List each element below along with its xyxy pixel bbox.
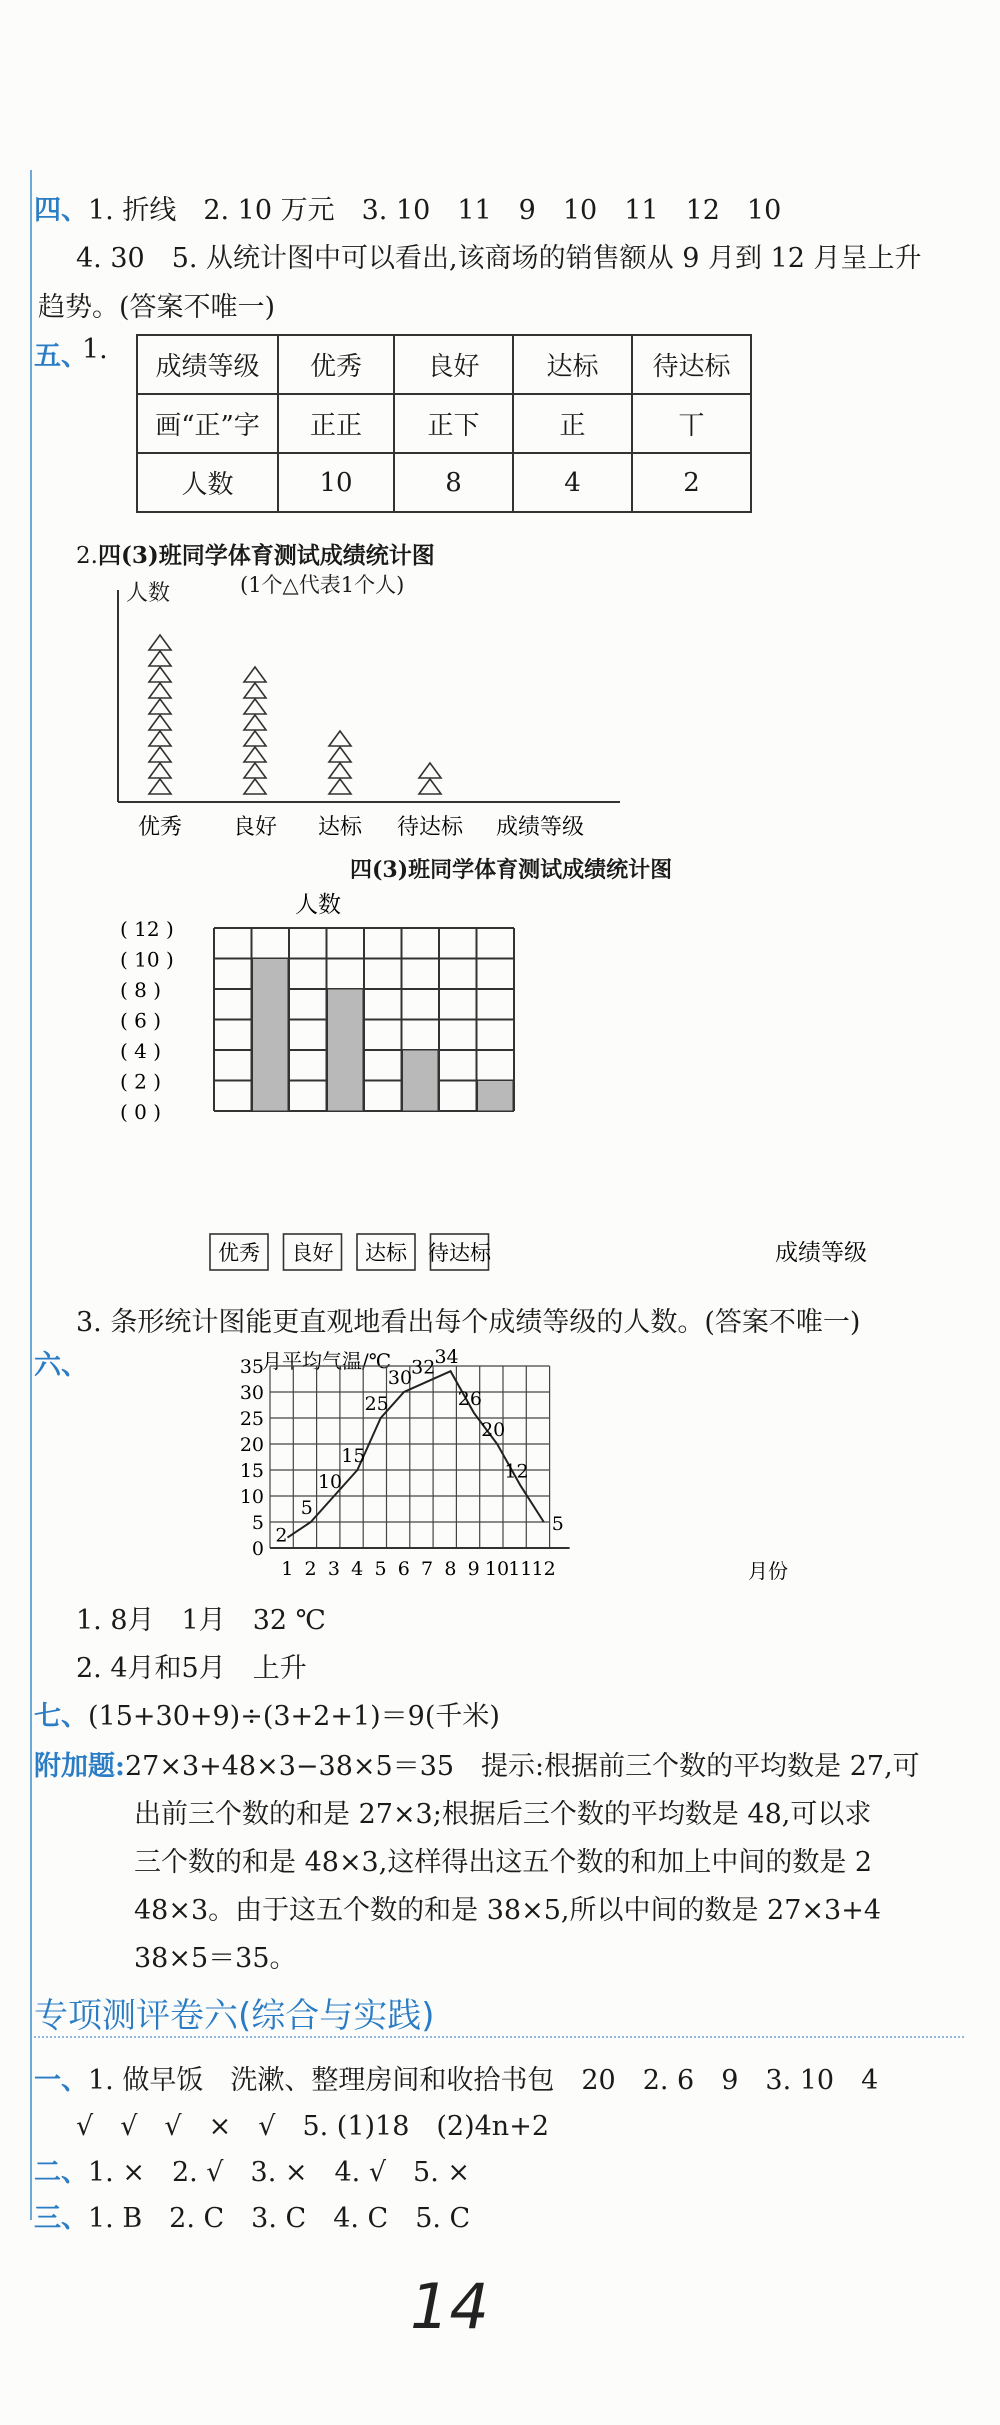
- t3-text: 1. B 2. C 3. C 4. C 5. C: [88, 2203, 471, 2234]
- pictograph-triangle: [244, 763, 266, 778]
- pictograph-triangle: [244, 747, 266, 762]
- s7-line: [34, 1694, 500, 1733]
- t3-label: 三、: [34, 2203, 88, 2234]
- line-ytick-label: 10: [239, 1486, 264, 1508]
- bonus-line-4: 48×3。由于这五个数的和是 38×5,所以中间的数是 27×3+4: [134, 1895, 882, 1926]
- t2-text: 1. × 2. √ 3. × 4. √ 5. ×: [88, 2157, 470, 2188]
- line-ytick-label: 15: [239, 1460, 264, 1482]
- bar-ytick-label: ( 4 ): [120, 1039, 162, 1063]
- line-data-label: 12: [504, 1460, 529, 1483]
- t1-label: 一、: [34, 2065, 88, 2096]
- pictograph-ylabel: 人数: [126, 581, 171, 606]
- line-data-label: 30: [387, 1367, 413, 1389]
- line-xtick-label: 12: [531, 1558, 556, 1580]
- line-xtick-label: 5: [374, 1558, 387, 1580]
- s5-label: 五、: [34, 341, 88, 372]
- pictograph-triangle: [149, 635, 171, 650]
- temperature-series-line: [287, 1371, 543, 1537]
- pictograph-triangle: [419, 763, 441, 778]
- table-cell: 达标: [513, 335, 632, 394]
- pictograph-triangle: [149, 651, 171, 666]
- t1-line-1: [34, 2058, 878, 2097]
- bar-category-label: 良好: [291, 1241, 334, 1265]
- pictograph-triangle: [149, 715, 171, 730]
- pictograph-xlabel: 成绩等级: [495, 815, 585, 840]
- line-data-label: 2: [275, 1524, 288, 1547]
- pictograph-triangle: [149, 667, 171, 682]
- bar-rect: [253, 959, 289, 1112]
- pictograph-title: 四(3)班同学体育测试成绩统计图: [97, 542, 435, 569]
- table-row: [137, 453, 751, 512]
- line-data-label: 5: [300, 1497, 313, 1519]
- bar-ytick-label: ( 10 ): [120, 947, 174, 972]
- line-data-label: 26: [457, 1387, 482, 1410]
- table-row: [137, 394, 751, 453]
- table-cell: 优秀: [278, 335, 394, 394]
- pictograph-triangle: [329, 763, 351, 778]
- t1-line-1-text: 1. 做早饭 洗漱、整理房间和收拾书包 20 2. 6 9 3. 10 4: [88, 2065, 879, 2096]
- pictograph-cat-label: 优秀: [137, 815, 183, 840]
- line-xtick-label: 1: [281, 1558, 294, 1580]
- line-xtick-label: 2: [304, 1558, 317, 1580]
- line-data-label: 20: [481, 1419, 506, 1441]
- pictograph-cat-label: 达标: [317, 815, 363, 840]
- s5-q2: [76, 537, 435, 570]
- line-data-label: 5: [551, 1513, 564, 1535]
- bar-ytick-label: ( 2 ): [120, 1069, 162, 1094]
- section-title-underline: [34, 2036, 964, 2038]
- pictograph-triangle: [244, 699, 266, 714]
- table-cell: 待达标: [632, 335, 751, 394]
- t2-label: 二、: [34, 2157, 88, 2188]
- pictograph-triangle: [244, 683, 266, 698]
- t3-line: [34, 2196, 470, 2235]
- table-cell: 人数: [137, 453, 278, 512]
- bar-category-label: 达标: [365, 1241, 407, 1265]
- s6-label: 六、: [34, 1350, 88, 1381]
- line-data-label: 15: [341, 1445, 366, 1467]
- line-data-label: 10: [317, 1471, 343, 1493]
- pictograph-legend-note: (1个△代表1个人): [240, 573, 405, 597]
- s4-line-3: 趋势。(答案不唯一): [38, 292, 276, 323]
- pictograph-triangle: [244, 715, 266, 730]
- s4-line-1-text: 1. 折线 2. 10 万元 3. 10 11 9 10 11 12 10: [88, 195, 782, 226]
- pictograph-triangle: [149, 731, 171, 746]
- table-cell: 正: [513, 394, 632, 453]
- pictograph-cat-label: 良好: [232, 815, 278, 840]
- line-xtick-label: 11: [508, 1558, 533, 1580]
- line-xtick-label: 8: [444, 1558, 457, 1580]
- line-xtick-label: 4: [351, 1558, 364, 1580]
- bar-rect: [328, 989, 364, 1111]
- bonus-line-2: 出前三个数的和是 27×3;根据后三个数的平均数是 48,可以求: [134, 1799, 872, 1830]
- bar-chart-title: 四(3)班同学体育测试成绩统计图: [350, 857, 673, 883]
- section-title: 专项测评卷六(综合与实践): [34, 1996, 435, 2036]
- table-cell: 良好: [394, 335, 513, 394]
- table-cell: 丅: [632, 394, 751, 453]
- temperature-line-chart: [240, 1340, 800, 1590]
- line-chart-xlabel: 月份: [748, 1559, 788, 1583]
- pictograph-triangle: [149, 683, 171, 698]
- bar-category-label: 优秀: [218, 1241, 260, 1265]
- table-cell: 4: [513, 453, 632, 512]
- line-ytick-label: 0: [251, 1538, 264, 1560]
- pictograph-cat-label: 待达标: [396, 815, 464, 840]
- line-xtick-label: 3: [327, 1558, 340, 1580]
- t2-line: [34, 2150, 470, 2189]
- s7-label: 七、: [34, 1701, 88, 1732]
- pictograph-triangle: [244, 779, 266, 794]
- line-ytick-label: 5: [251, 1512, 264, 1534]
- table-cell: 画“正”字: [137, 394, 278, 453]
- pictograph-triangle: [149, 747, 171, 762]
- line-ytick-label: 25: [239, 1408, 264, 1430]
- s5-q2-label: 2.: [76, 543, 98, 569]
- bar-ytick-label: ( 12 ): [120, 917, 174, 941]
- bar-rect: [478, 1081, 514, 1112]
- bar-ytick-label: ( 0 ): [120, 1100, 162, 1124]
- table-cell: 8: [394, 453, 513, 512]
- s5-q1-label: 1.: [82, 334, 108, 365]
- line-xtick-label: 9: [467, 1558, 480, 1580]
- table-cell: 成绩等级: [137, 335, 278, 394]
- margin-rule: [30, 170, 32, 2220]
- table-cell: 正正: [278, 394, 394, 453]
- t1-line-2: √ √ √ × √ 5. (1)18 (2)4n+2: [76, 2111, 550, 2142]
- bonus-label: 附加题:: [34, 1751, 125, 1782]
- s4-line-1: [34, 188, 781, 227]
- bar-rect: [403, 1050, 439, 1111]
- bar-chart: [120, 890, 910, 1300]
- line-chart-ylabel: 月平均气温/℃: [262, 1349, 392, 1373]
- s6-answer-2: 2. 4月和5月 上升: [76, 1653, 307, 1684]
- s4-line-2: 4. 30 5. 从统计图中可以看出,该商场的销售额从 9 月到 12 月呈上升: [76, 243, 922, 274]
- line-xtick-label: 10: [484, 1558, 510, 1580]
- line-xtick-label: 6: [397, 1558, 410, 1580]
- pictograph-triangle: [244, 731, 266, 746]
- pictograph-triangle: [149, 763, 171, 778]
- line-ytick-label: 35: [239, 1356, 264, 1378]
- table-cell: 正下: [394, 394, 513, 453]
- s6-answer-1: 1. 8月 1月 32 ℃: [76, 1605, 326, 1636]
- line-xtick-label: 7: [421, 1558, 434, 1580]
- table-cell: 10: [278, 453, 394, 512]
- pictograph-triangle: [329, 747, 351, 762]
- line-data-label: 34: [434, 1346, 459, 1369]
- bar-category-label: 待达标: [428, 1241, 491, 1265]
- pictograph-triangle: [149, 779, 171, 794]
- bar-chart-ylabel: 人数: [295, 892, 341, 918]
- line-ytick-label: 30: [239, 1382, 264, 1404]
- pictograph-triangle: [149, 699, 171, 714]
- pictograph-triangle: [329, 731, 351, 746]
- bonus-line-5: 38×5＝35。: [134, 1943, 297, 1974]
- page-number: 14: [410, 2270, 489, 2343]
- bonus-line-3: 三个数的和是 48×3,这样得出这五个数的和加上中间的数是 2: [134, 1847, 873, 1878]
- pictograph-chart: [100, 572, 640, 852]
- bar-chart-xlabel: 成绩等级: [775, 1240, 867, 1266]
- s7-expression: (15+30+9)÷(3+2+1)＝9(千米): [88, 1701, 500, 1732]
- grade-tally-table: [136, 334, 752, 513]
- pictograph-triangle: [329, 779, 351, 794]
- bar-ytick-label: ( 8 ): [120, 978, 162, 1002]
- bar-ytick-label: ( 6 ): [120, 1008, 162, 1033]
- line-data-label: 32: [411, 1356, 436, 1379]
- bonus-line-1-text: 27×3+48×3−38×5＝35 提示:根据前三个数的平均数是 27,可: [124, 1751, 920, 1782]
- table-cell: 2: [632, 453, 751, 512]
- line-data-label: 25: [364, 1393, 389, 1415]
- s4-label: 四、: [34, 195, 88, 226]
- bonus-line-1: [34, 1744, 920, 1783]
- pictograph-triangle: [419, 779, 441, 794]
- s5-q3: 3. 条形统计图能更直观地看出每个成绩等级的人数。(答案不唯一): [76, 1307, 861, 1338]
- line-ytick-label: 20: [239, 1434, 264, 1456]
- pictograph-triangle: [244, 667, 266, 682]
- table-row: [137, 335, 751, 394]
